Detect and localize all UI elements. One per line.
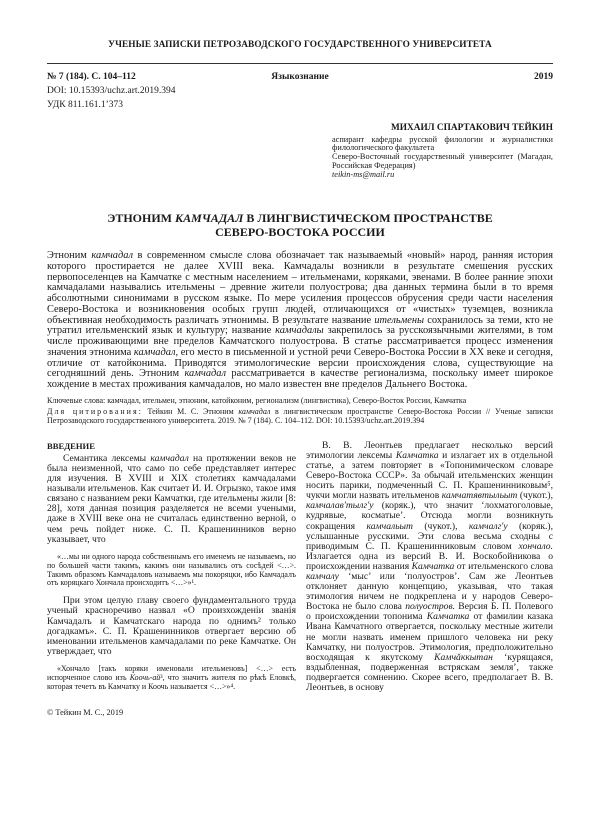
article-title	[0, 212, 600, 239]
text-segment: «Хончало [такъ коряки именовали ительменовъ] <…> есть испорченное слово изъ	[47, 663, 296, 682]
text-segment: от фамилии казака Ивана Камчатного отвергается, поскольку местные жители не могли назвать именем пришлого человека ни реку Камчатку, ни полуостров. Этимология, предположительно восходящая к якутскому	[306, 611, 553, 663]
italic-term: камчалу	[306, 570, 339, 582]
author-position: аспирант кафедры русской филологии и журналистики филологического факультета	[332, 134, 553, 153]
italic-term: камчалав'тылг'у	[306, 500, 374, 512]
text-segment: закрепилось за русскоязычными жителями, в том числе проживающими вне пределов Камчатского полуострова. В статье рассматривается процесс изменения значения этнонима	[47, 325, 553, 358]
section-name: Языкознание	[271, 72, 329, 82]
paragraph	[47, 596, 296, 657]
keywords: Ключевые слова: камчадал, ительмен, этноним, катойконим, регионализм (лингвистика), Северо-Восток России, Камчатка	[47, 395, 467, 405]
italic-term: камчадал	[91, 250, 133, 261]
italic-term: камчадал	[133, 346, 176, 358]
text-segment: Излагается одна из версий В. И. Воскобойникова о происхождении названия	[306, 550, 553, 572]
title-part: В ЛИНГВИСТИЧЕСКОМ ПРОСТРАНСТВЕ	[243, 211, 493, 225]
columns	[47, 441, 553, 718]
year: 2019	[534, 72, 553, 82]
paragraph	[47, 454, 296, 545]
text-segment: (чукот.),	[413, 520, 469, 532]
text-segment: Этноним	[47, 250, 92, 261]
italic-term: Камчатка	[411, 560, 455, 572]
journal-title: УЧЕНЫЕ ЗАПИСКИ ПЕТРОЗАВОДСКОГО ГОСУДАРСТВЕННОГО УНИВЕРСИТЕТА	[108, 40, 492, 50]
author-name: МИХАИЛ СПАРТАКОВИЧ ТЕЙКИН	[391, 123, 553, 133]
doi: DOI: 10.15393/uchz.art.2019.394	[47, 86, 176, 96]
text-segment: от ительменского слова	[454, 560, 553, 572]
text-segment: ‘мыс’ или ‘полуостров’. Сам же Леонтьев отклоняет данную концепцию, указывая, что такая этимология ничем не подкреплена и у народов Северо-Востока не было слова	[306, 570, 553, 613]
italic-term: полуостров.	[405, 601, 456, 613]
section-heading: ВВЕДЕНИЕ	[47, 440, 95, 451]
author-university: Северо-Восточный государственный университет (Магадан, Российская Федерация)	[332, 152, 553, 170]
text-segment: сохранилось за теми, кто не утратил ительменский язык и культуру; название	[47, 314, 554, 337]
italic-term: Коочь-ай	[129, 672, 161, 682]
italic-term: Камчăккытан	[434, 651, 493, 663]
paragraph	[306, 441, 553, 693]
italic-term: камчалг'у	[468, 520, 508, 532]
author-block	[300, 124, 553, 179]
text-segment: При этом целую главу своего фундаментального труда ученый красноречиво назвал «О произхожденiи званiя Камчадалъ и Камчатскаго народа по однимъ² только догадкамъ». С. П. Крашенинников отвергает версию об именовании ительменов камчадалами по реке Камчатке. Он утверждает, что	[47, 595, 296, 657]
header-divider	[47, 63, 553, 64]
citation-label: Для цитирования:	[47, 406, 143, 416]
italic-term: камчатявтыльыт	[441, 490, 518, 502]
italic-term: камчадал	[150, 452, 189, 464]
right-column	[306, 441, 553, 718]
italic-term: камчадалы	[275, 325, 324, 337]
text-segment: на протяжении веков не была неизменной, что само по себе представляет интерес для изучения. В XVIII и XIX столетиях камчадалами называли ительменов. Как считает И. И. Огрызко, такое имя связано с названием реки Камчатки, где ительмены жили [8: 28], хотя данная позиция разделяется не всеми учеными, даже в XVIII веке она не считалась единственно верной, о чем речь пойдет ниже. С. П. Крашенинников верно указывает, что	[47, 452, 296, 545]
text-segment: ‘курящаяся, вздыбленная, подверженная встряскам земля’, также подвергается сомнению. Скорее всего, предполагает В. В. Леонтьев, в основу	[306, 651, 553, 693]
text-segment: Тейкин М. С. Этноним	[142, 406, 239, 416]
quote	[47, 553, 296, 589]
text-segment: (коряк.), услышанные русскими. Эти слова весьма сходны с приводимым С. П. Крашенинниковым словом	[306, 520, 554, 552]
issue-info: № 7 (184). С. 104–112	[47, 72, 136, 82]
text-segment: В. В. Леонтьев предлагает несколько версий этимологии лексемы	[306, 439, 553, 461]
text-segment: в современном смысле слова обозначает так называемый «новый» народ, ранняя история которого простирается не далее XVIII века. Камчадалы возникли в результате смешения русских первопоселенцев на Камчатке с местным населением – ительменами, коряками, эвенами. В более ранние эпохи камчадалами назывались ительмены – древние жители полуострова; два данных термина были в то время абсолютными синонимами в русском языке. По мере усиления процессов обрусения среди части населения Северо-Востока и возникновения особых групп людей, отличающихся от «чистых» туземцев, возникла объективная необходимость различать этнонимы. В результате название	[47, 250, 554, 326]
italic-term: Камчатка	[426, 611, 470, 623]
text-segment: «…мы ни одного народа собственнымъ его именемъ не называемъ, но по большей части такимъ, какимъ они назывались отъ сосѣдей <…>. Такимъ образомъ Камчадаловъ называемъ мы покоряцки, ибо Камчадалъ отъ коряцкаго Хончала происходитъ <…>»¹.	[47, 551, 296, 588]
abstract	[47, 251, 553, 391]
text-segment: (чукот.),	[517, 490, 553, 502]
udk: УДК 811.161.1’373	[47, 100, 124, 110]
text-segment: ³, что значитъ жителя по рѣкѣ Еловкѣ, которая течетъ въ Камчатку и Коочь называется <…>»⁴.	[47, 672, 296, 691]
citation	[47, 407, 553, 425]
text-segment: , его место в письменной и устной речи Северо-Востока России в XX веке и сегодня, отличие от катойконима. Приводятся этимологические версии происхождения слова, существующие на сегодняшний день. Этноним	[47, 346, 553, 380]
title-italic: КАМЧАДАЛ	[175, 211, 244, 225]
text-segment: рассматривается в качестве регионализма, поскольку имеет широкое хождение в местах проживания камчадалов, но мало известен вне пределов Дальнего Востока.	[47, 368, 553, 390]
copyright: © Тейкин М. С., 2019	[47, 707, 124, 717]
text-segment: Версия Б. П. Полевого о происхождении топонима	[306, 601, 553, 623]
quote	[47, 665, 296, 692]
left-column	[47, 441, 296, 718]
italic-term: камчадал	[238, 406, 271, 416]
italic-term: хончало.	[518, 540, 553, 552]
text-segment: Семантика лексемы	[63, 452, 151, 464]
text-segment: и излагает их в отдельной статье, а затем повторяет в «Топонимическом словаре Северо-Востока СССР». За обычай ительменских женщин носить парики, подмеченный С. П. Крашенинниковым⁵, чукчи могли назвать ительменов	[306, 449, 554, 502]
text-segment: в лингвистическом пространстве Северо-Востока России // Ученые записки Петрозаводского государственного университета. 2019. № 7 (184). С. 104–112. DOI: 10.15393/uchz.art.2019.394	[47, 406, 553, 425]
italic-term: камчадал	[184, 368, 227, 380]
italic-term: Камчатка	[395, 449, 439, 461]
title-part: ЭТНОНИМ	[107, 211, 176, 225]
text-segment: (коряк.), что значит ‘лохматоголовые, кудрявые, косматые’. Отсюда могли возникнуть сокращения	[306, 500, 553, 532]
title-line2: СЕВЕРО-ВОСТОКА РОССИИ	[215, 224, 385, 239]
article-body	[47, 251, 553, 718]
author-email[interactable]: teikin-ms@mail.ru	[332, 169, 395, 179]
italic-term: ительмены	[374, 314, 425, 326]
italic-term: камчальыт	[366, 520, 413, 532]
